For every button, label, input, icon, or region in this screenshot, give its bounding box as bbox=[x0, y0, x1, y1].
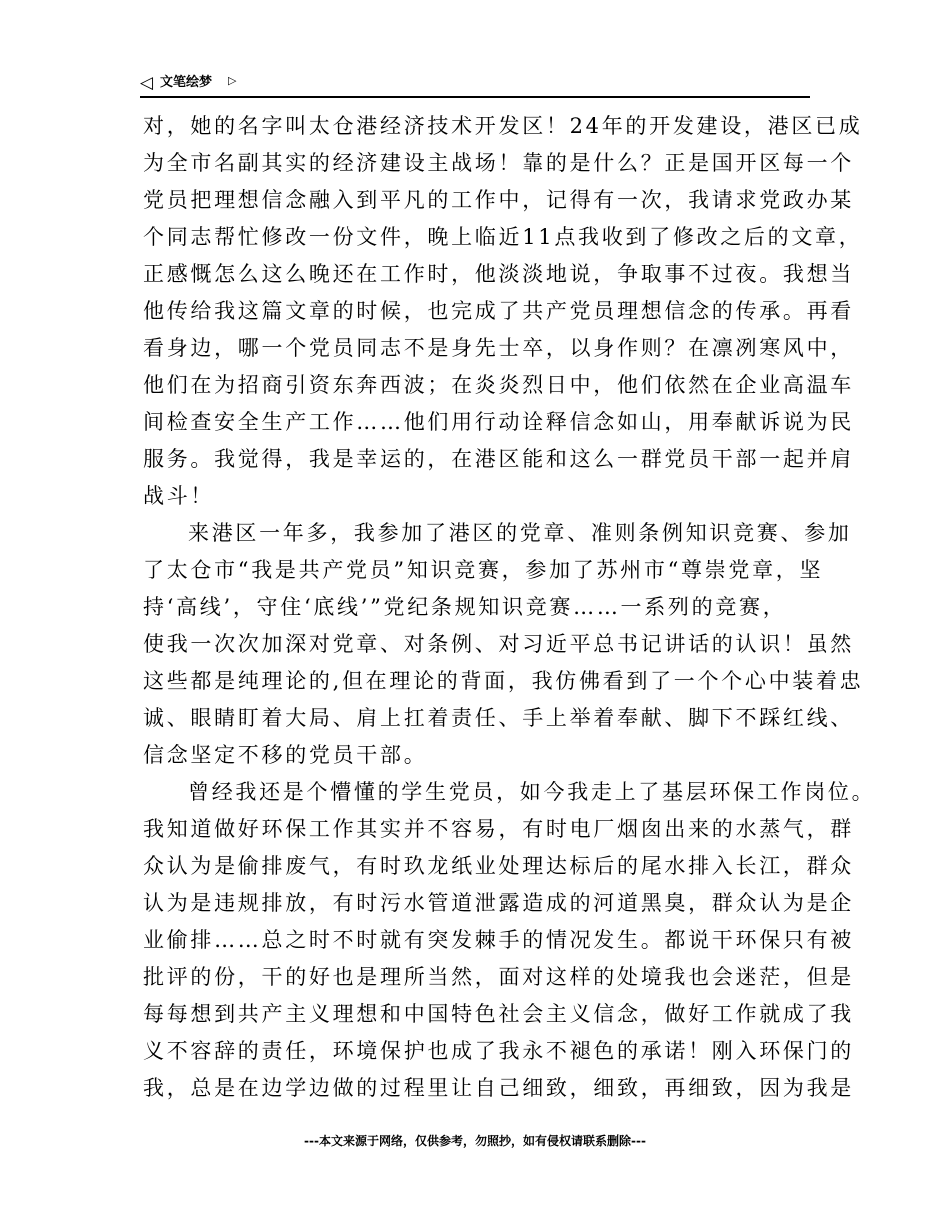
text-line: 批评的份，干的好也是理所当然，面对这样的处境我也会迷茫，但是 bbox=[143, 965, 854, 989]
header-title: 文笔绘梦 bbox=[160, 75, 213, 90]
text-line: 他传给我这篇文章的时候，也完成了共产党员理想信念的传承。再看 bbox=[143, 299, 854, 323]
text-line: 对，她的名字叫太仓港经济技术开发区！24年的开发建设，港区已成 bbox=[143, 114, 863, 138]
text-line: 了太仓市“我是共产党员”知识竞赛，参加了苏州市“尊崇党章，坚 bbox=[143, 558, 824, 582]
text-line: 为全市名副其实的经济建设主战场！靠的是什么？正是国开区每一个 bbox=[143, 151, 854, 175]
document-body bbox=[143, 108, 876, 1107]
page-footer: ---本文来源于网络，仅供参考，勿照抄，如有侵权请联系删除--- bbox=[304, 1134, 646, 1148]
text-line: 党员把理想信念融入到平凡的工作中，记得有一次，我请求党政办某 bbox=[143, 188, 854, 212]
page-header bbox=[140, 72, 810, 98]
text-line: 正感慨怎么这么晚还在工作时，他淡淡地说，争取事不过夜。我想当 bbox=[143, 262, 854, 286]
text-line: 义不容辞的责任，环境保护也成了我永不褪色的承诺！刚入环保门的 bbox=[143, 1039, 854, 1063]
left-triangle-icon: ◁ bbox=[140, 73, 154, 93]
text-line: 我，总是在边学边做的过程里让自己细致，细致，再细致，因为我是 bbox=[143, 1076, 854, 1100]
text-line: 战斗！ bbox=[143, 484, 215, 508]
text-line: 信念坚定不移的党员干部。 bbox=[143, 743, 428, 767]
paragraph-first-line: 来港区一年多，我参加了港区的党章、准则条例知识竞赛、参加 bbox=[188, 521, 852, 545]
paragraph-first-line: 曾经我还是个懵懂的学生党员，如今我走上了基层环保工作岗位。 bbox=[188, 780, 876, 804]
text-line: 我知道做好环保工作其实并不容易，有时电厂烟囱出来的水蒸气，群 bbox=[143, 817, 854, 841]
text-line: 持‘高线’，守住‘底线’”党纪条规知识竞赛……一系列的竞赛， bbox=[143, 595, 787, 619]
text-line: 间检查安全生产工作……他们用行动诠释信念如山，用奉献诉说为民 bbox=[143, 410, 854, 434]
text-line: 每每想到共产主义理想和中国特色社会主义信念，做好工作就成了我 bbox=[143, 1002, 854, 1026]
text-line: 个同志帮忙修改一份文件，晚上临近11点我收到了修改之后的文章， bbox=[143, 225, 863, 249]
text-line: 业偷排……总之时不时就有突发棘手的情况发生。都说干环保只有被 bbox=[143, 928, 854, 952]
text-line: 看身边，哪一个党员同志不是身先士卒，以身作则？在凛冽寒风中， bbox=[143, 336, 854, 360]
text-line: 认为是违规排放，有时污水管道泄露造成的河道黑臭，群众认为是企 bbox=[143, 891, 854, 915]
text-line: 诚、眼睛盯着大局、肩上扛着责任、手上举着奉献、脚下不踩红线、 bbox=[143, 706, 854, 730]
text-line: 服务。我觉得，我是幸运的，在港区能和这么一群党员干部一起并肩 bbox=[143, 447, 854, 471]
text-line: 他们在为招商引资东奔西波；在炎炎烈日中，他们依然在企业高温车 bbox=[143, 373, 854, 397]
text-line: 这些都是纯理论的,但在理论的背面，我仿佛看到了一个个心中装着忠 bbox=[143, 669, 864, 693]
text-line: 众认为是偷排废气，有时玖龙纸业处理达标后的尾水排入长江，群众 bbox=[143, 854, 854, 878]
text-line: 使我一次次加深对党章、对条例、对习近平总书记讲话的认识！虽然 bbox=[143, 632, 854, 656]
right-triangle-icon: ▷ bbox=[228, 74, 237, 87]
